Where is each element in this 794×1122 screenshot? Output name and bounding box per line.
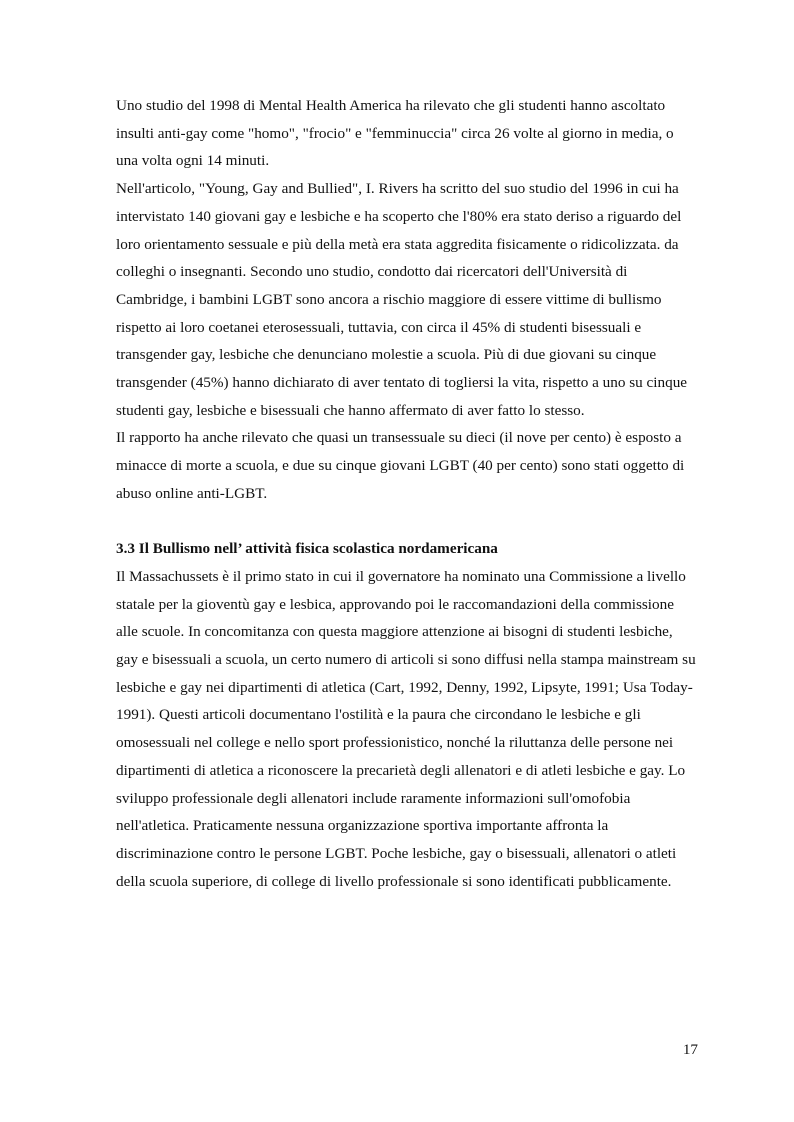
paragraph-report-findings: Il rapporto ha anche rilevato che quasi un transessuale su dieci (il nove per cento) è esposto a minacce di morte a scuola, e due su cinque giovani LGBT (40 per cento) sono stati oggetto di abuso online anti-LGBT. bbox=[116, 429, 685, 502]
paragraph-mental-health-study: Uno studio del 1998 di Mental Health America ha rilevato che gli studenti hanno ascoltato insulti anti-gay come "homo", "frocio" e "femminuccia" circa 26 volte al giorno in media, o una volta ogni 14 minuti. bbox=[116, 97, 674, 170]
paragraph-massachusetts-commission: Il Massachussets è il primo stato in cui il governatore ha nominato una Commissione a livello statale per la gioventù gay e lesbica, approvando poi le raccomandazioni della commissione alle scuole. In concomitanza con questa maggiore attenzione ai bisogni di studenti lesbiche, gay e bisessuali a scuola, un certo numero di articoli si sono diffusi nella stampa mainstream su lesbiche e gay nei dipartimenti di atletica (Cart, 1992, Denny, 1992, Lipsyte, 1991; Usa Today-1991). Questi articoli documentano l'ostilità e la paura che circondano le lesbiche e gli omosessuali nel college e nello sport professionistico, nonché la riluttanza delle persone nei dipartimenti di atletica a riconoscere la precarietà degli allenatori e di atleti lesbiche e gay. Lo sviluppo professionale degli allenatori include raramente informazioni sull'omofobia nell'atletica. Praticamente nessuna organizzazione sportiva importante affronta la discriminazione contro le persone LGBT. Poche lesbiche, gay o bisessuali, allenatori o atleti della scuola superiore, di college di livello professionale si sono identificati pubblicamente. bbox=[116, 567, 696, 890]
section-spacer bbox=[116, 508, 698, 536]
page-number: 17 bbox=[682, 1041, 698, 1058]
section-heading: 3.3 Il Bullismo nell’ attività fisica scolastica nordamericana bbox=[116, 540, 498, 558]
paragraph-young-gay-bullied: Nell'articolo, "Young, Gay and Bullied", I. Rivers ha scritto del suo studio del 1996 in cui ha intervistato 140 giovani gay e lesbiche e ha scoperto che l'80% era stato deriso a riguardo del loro orientamento sessuale e più della metà era stata aggredita fisicamente o ridicolizzata. da colleghi o insegnanti. Secondo uno studio, condotto dai ricercatori dell'Università di Cambridge, i bambini LGBT sono ancora a rischio maggiore di essere vittime di bullismo rispetto ai loro coetanei eterosessuali, tuttavia, con circa il 45% di studenti bisessuali e transgender gay, lesbiche che denunciano molestie a scuola. Più di due giovani su cinque transgender (45%) hanno dichiarato di aver tentato di togliersi la vita, rispetto a uno su cinque studenti gay, lesbiche e bisessuali che hanno affermato di aver fatto lo stesso. bbox=[116, 180, 688, 419]
page-body bbox=[116, 92, 698, 895]
